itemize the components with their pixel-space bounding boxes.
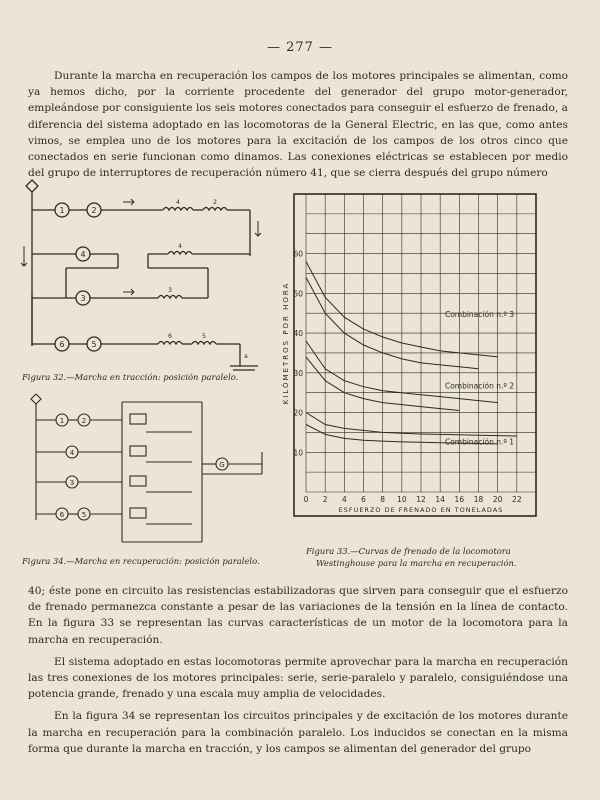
x-tick-label: 0 [303, 495, 309, 504]
fig32-motor-6: 6 [59, 340, 65, 349]
figure-33-caption-line-2: Westinghouse para la marcha en recuperación. [316, 558, 517, 568]
fig32-coil-label: 5 [202, 333, 206, 340]
fig34-generator: G [219, 461, 225, 469]
fig32-ground-label: a [244, 353, 248, 360]
x-tick-label: 6 [361, 495, 366, 504]
fig34-motor-4: 4 [69, 449, 75, 457]
fig34-motor-2: 2 [81, 417, 87, 425]
y-tick-label: 50 [293, 289, 303, 299]
fig32-coil-label: 4 [178, 243, 182, 250]
fig32-coil-label: 3 [168, 287, 172, 294]
figure-33-caption-line-1: Figura 33.—Curvas de frenado de la locomotora [306, 546, 511, 556]
combination-annotation: Combinación n.º 2 [444, 381, 515, 391]
combination-annotation: Combinación n.º 3 [444, 310, 515, 320]
y-axis-label: KILÓMETROS POR HORA [282, 281, 290, 405]
fig32-motor-4: 4 [80, 250, 86, 259]
fig34-motor-3: 3 [69, 479, 75, 487]
figure-33-chart [276, 184, 546, 534]
x-tick-label: 8 [380, 495, 386, 504]
x-tick-label: 4 [341, 495, 347, 504]
fig32-coil-label: 4 [176, 199, 180, 206]
paragraph-bottom-1: 40; éste pone en circuito las resistencias estabilizadoras que sirven para conseguir que el esfuerzo de frenado permanezca constante a pesar de las variaciones de la tensión en la línea de contacto. En la figura 33 se representan las curvas características de un motor de la locomotora para la marcha en recuperación. [28, 585, 568, 646]
fig32-motor-3: 3 [80, 294, 86, 303]
figure-32-diagram [18, 176, 268, 376]
x-tick-label: 2 [322, 495, 328, 504]
x-tick-label: 12 [416, 495, 426, 504]
figure-34-diagram [22, 392, 272, 552]
fig34-motor-6: 6 [59, 511, 65, 519]
fig32-coil-label: 6 [168, 333, 172, 340]
fig32-motor-5: 5 [91, 340, 97, 349]
y-tick-label: 30 [293, 368, 303, 378]
x-tick-label: 14 [435, 495, 445, 504]
y-tick-label: 40 [293, 329, 303, 339]
y-tick-label: 10 [293, 448, 303, 458]
figure-32-caption: Figura 32.—Marcha en tracción: posición paralelo. [22, 372, 239, 382]
x-tick-label: 22 [512, 495, 522, 504]
x-axis-label: ESFUERZO DE FRENADO EN TONELADAS [338, 506, 504, 514]
page-number: — 277 — [266, 40, 334, 55]
paragraph-bottom-2: El sistema adoptado en estas locomotoras permite aprovechar para la marcha en recuperación las tres conexiones de los motores principales: serie, serie-paralelo y paralelo, consiguiéndose una potencia grande, frenado y una escala muy amplia de velocidades. [28, 655, 568, 701]
fig32-motor-2: 2 [91, 206, 97, 215]
x-tick-label: 20 [492, 495, 503, 504]
fig34-motor-5: 5 [81, 511, 87, 519]
x-tick-label: 16 [454, 495, 465, 504]
y-tick-label: 60 [293, 249, 303, 259]
x-tick-label: 18 [473, 495, 484, 504]
chart-frame [294, 194, 536, 516]
y-tick-label: 20 [293, 408, 303, 418]
bottom-text [28, 583, 568, 763]
fig32-coil-label: 2 [213, 199, 217, 206]
paragraph-top: Durante la marcha en recuperación los campos de los motores principales se alimentan, como ya hemos dicho, por la corriente procedente del generador del grupo motor-generador, empleándose por consiguiente los seis motores conectados para conseguir el esfuerzo de frenado, a diferencia del sistema adoptado en las locomotoras de la General Electric, en las que, como antes vimos, se emplea uno de los motores para la excitación de los campos de los otros cinco que conectados en serie funcionan como dinamos. Las conexiones eléctricas se establecen por medio del grupo de interruptores de recuperación número 41, que se cierra después del grupo número [28, 70, 568, 180]
fig34-motor-1: 1 [59, 417, 65, 425]
fig32-motor-1: 1 [59, 206, 65, 215]
x-tick-label: 10 [397, 495, 407, 504]
combination-annotation: Combinación n.º 1 [444, 437, 515, 447]
series-line [306, 277, 479, 368]
paragraph-bottom-3: En la figura 34 se representan los circuitos principales y de excitación de los motores durante la marcha en recuperación para la combinación paralelo. Los inducidos se conectan en la misma forma que durante la marcha en tracción, y los campos se alimentan del generador del grupo [28, 710, 568, 755]
figure-34-caption: Figura 34.—Marcha en recuperación: posición paralelo. [22, 556, 260, 566]
